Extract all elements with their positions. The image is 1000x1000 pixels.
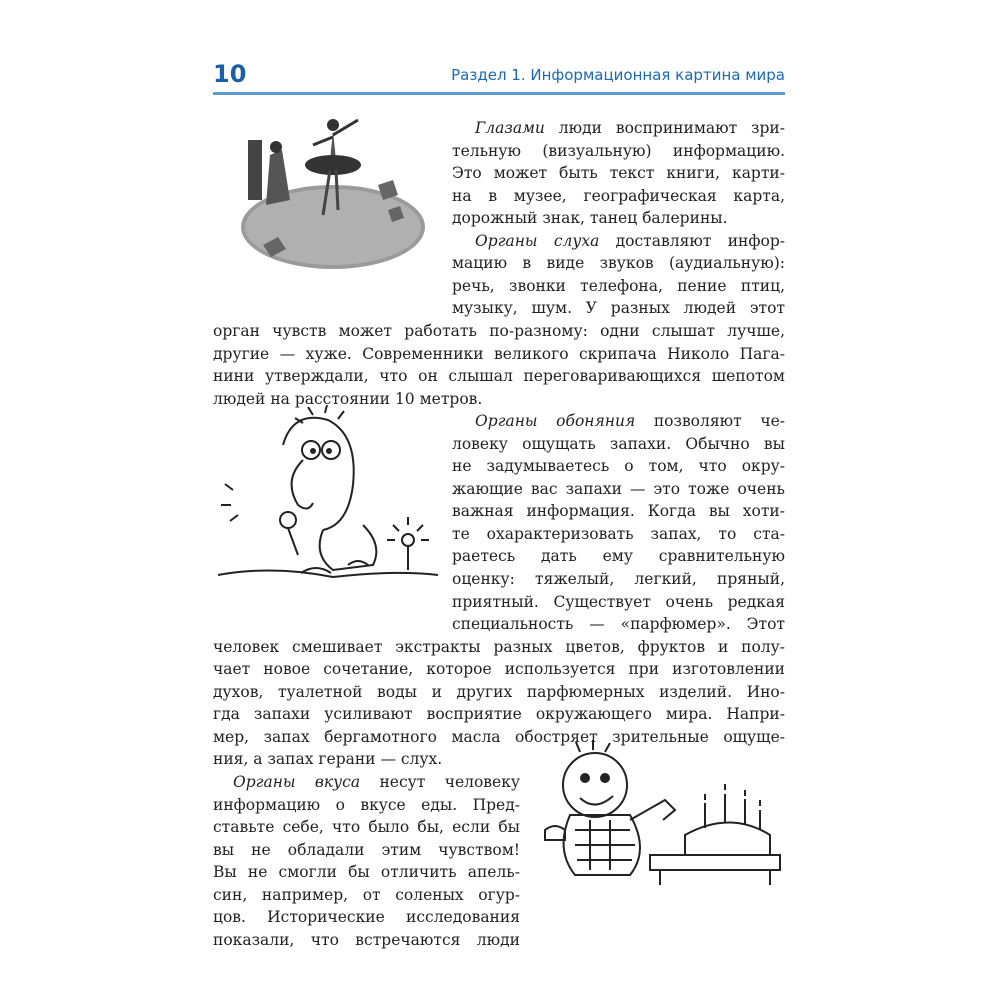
line-text: несут человеку: [360, 772, 520, 791]
line-text: дорожный знак, танец балерины.: [452, 209, 728, 228]
header-divider: [213, 92, 785, 95]
text-line: [213, 636, 785, 658]
term-italic: Органы слуха: [475, 231, 600, 250]
line-text: ставьте себе, что было бы, если бы: [213, 818, 520, 837]
text-line: [213, 884, 520, 906]
text-line: [475, 230, 785, 252]
line-text: тельную (визуальную) информацию.: [452, 141, 785, 160]
line-text: Это может быть текст книги, карти-: [452, 164, 785, 183]
text-line: [452, 275, 785, 297]
line-text: раетесь дать ему сравнительную: [452, 547, 785, 566]
line-text: мацию в виде звуков (аудиальную):: [452, 254, 785, 273]
text-line: [213, 681, 785, 703]
text-line: [452, 162, 785, 184]
text-line: [475, 117, 785, 139]
line-text: цов. Исторические исследования: [213, 908, 520, 927]
line-text: вы не обладали этим чувством!: [213, 840, 520, 859]
text-line: [213, 929, 520, 951]
line-text: духов, туалетной воды и других парфюмерных изделий. Ино-: [213, 682, 785, 701]
text-line: [213, 839, 520, 861]
line-text: нини утверждали, что он слышал переговаривающихся шепотом: [213, 367, 785, 386]
line-text: жающие вас запахи — это тоже очень: [452, 479, 785, 498]
line-text: информацию о вкусе еды. Пред-: [213, 795, 520, 814]
text-line: [452, 140, 785, 162]
line-text: оценку: тяжелый, легкий, пряный,: [452, 570, 785, 588]
section-title: Раздел 1. Информационная картина мира: [451, 66, 785, 84]
text-line: [213, 726, 785, 748]
text-line: [213, 703, 785, 725]
line-text: не задумываетесь о том, что окру-: [452, 457, 785, 476]
line-text: музыку, шум. У разных людей этот: [452, 299, 785, 318]
line-text: приятный. Существует очень редкая: [452, 592, 785, 611]
text-line: [452, 500, 785, 522]
term-italic: Органы вкуса: [233, 772, 361, 791]
line-text: важная информация. Когда вы хоти-: [452, 502, 785, 521]
text-line: [452, 207, 785, 229]
line-text: чает новое сочетание, которое используется при изготовлении: [213, 660, 785, 679]
line-text: речь, звонки телефона, пение птиц,: [452, 276, 785, 295]
text-line: [213, 748, 785, 770]
text-line: [452, 455, 785, 477]
line-text: доставляют инфор-: [599, 231, 785, 250]
ballerina-illustration: [238, 115, 433, 290]
text-line: [475, 410, 785, 432]
line-text: ловеку ощущать запахи. Обычно вы: [452, 434, 785, 453]
term-italic: Глазами: [475, 119, 545, 137]
text-line: [213, 906, 520, 928]
line-text: специальность — «парфюмер». Этот: [452, 615, 785, 634]
text-line: [452, 185, 785, 207]
text-line: [213, 861, 520, 883]
text-line: [213, 388, 785, 410]
line-text: позволяют че-: [635, 412, 785, 431]
line-text: другие — хуже. Современники великого скрипача Николо Пага-: [213, 344, 785, 363]
text-line: [452, 568, 785, 590]
line-text: на в музее, географическая карта,: [452, 186, 785, 205]
line-text: люди воспринимают зри-: [544, 119, 785, 137]
line-text: человек смешивает экстракты разных цветов, фруктов и полу-: [213, 637, 785, 656]
line-text: ния, а запах герани — слух.: [213, 750, 443, 769]
text-line: [452, 613, 785, 635]
text-line: [452, 523, 785, 545]
text-line: [452, 545, 785, 567]
line-text: гда запахи усиливают восприятие окружающего мира. Напри-: [213, 705, 785, 724]
line-text: син, например, от соленых огур-: [213, 885, 520, 904]
page-number: 10: [213, 60, 247, 88]
text-line: [213, 658, 785, 680]
text-line: [213, 816, 520, 838]
text-line: [213, 794, 520, 816]
line-text: те охарактеризовать запах, то ста-: [452, 524, 785, 543]
text-line: [452, 297, 785, 319]
line-text: мер, запах бергамотного масла обостряет зрительные ощуще-: [213, 727, 785, 746]
line-text: людей на расстоянии 10 метров.: [213, 389, 483, 408]
term-italic: Органы обоняния: [475, 412, 636, 431]
text-line: [452, 252, 785, 274]
text-line: [213, 343, 785, 365]
text-line: [213, 365, 785, 387]
line-text: Вы не смогли бы отличить апель-: [213, 863, 520, 882]
smelling-flower-illustration: [213, 405, 443, 590]
text-line: [452, 591, 785, 613]
text-line: [233, 771, 520, 793]
line-text: орган чувств может работать по-разному: одни слышат лучше,: [213, 321, 785, 340]
text-line: [213, 320, 785, 342]
line-text: показали, что встречаются люди: [213, 930, 520, 949]
text-line: [452, 478, 785, 500]
text-line: [452, 433, 785, 455]
